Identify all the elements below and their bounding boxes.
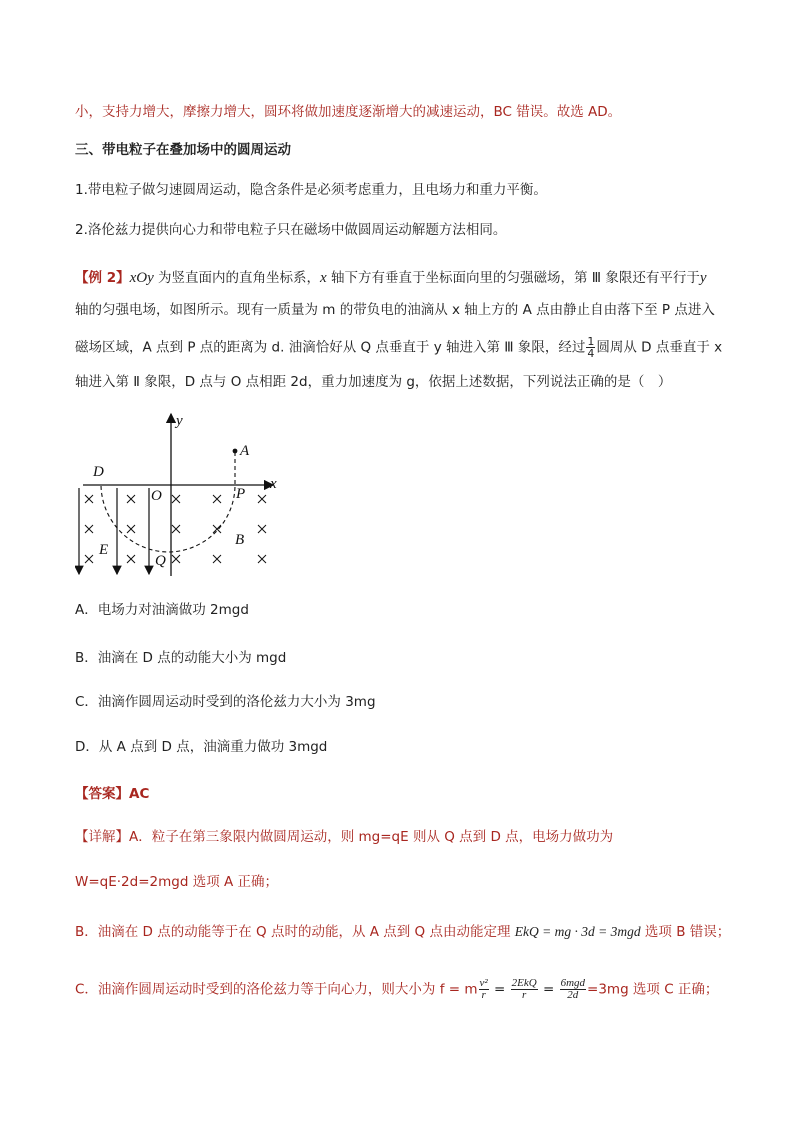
example-line-2: 轴的匀强电场，如图所示。现有一质量为 m 的带负电的油滴从 x 轴上方的 A 点由静止自由落下至 P 点进入 [75, 302, 715, 318]
option-d: D．从 A 点到 D 点，油滴重力做功 3mgd [75, 739, 328, 755]
label-o: O [151, 488, 162, 504]
point-1: 1.带电粒子做匀速圆周运动，隐含条件是必须考虑重力，且电场力和重力平衡。 [75, 182, 547, 198]
example-label: 【例 2】 [75, 270, 130, 286]
label-e: E [99, 542, 109, 558]
answer-line: 【答案】AC [75, 786, 150, 802]
point-a-dot [233, 449, 238, 454]
quarter-fraction: $\frac{1}{4}$ [587, 335, 595, 360]
label-y: y [176, 413, 183, 429]
example-line-1: 【例 2】xOy 为竖直面内的直角坐标系，x 轴下方有垂直于坐标面向里的匀强磁场，第 Ⅲ 象限还有平行于y [75, 270, 707, 286]
kinetic-energy-formula: EkQ = mg · 3d = 3mgd [514, 924, 641, 939]
detail-line-4: C．油滴作圆周运动时受到的洛伦兹力等于向心力，则大小为 f = m $\frac{\text{v²}}{r}$ = $\frac{\text{2EkQ}}{r}$ = $\frac{\text{6mgd}}{2d}$ =3mg 选项 C 正确； [75, 977, 719, 1001]
point-2: 2.洛伦兹力提供向心力和带电粒子只在磁场中做圆周运动解题方法相同。 [75, 222, 507, 238]
trajectory-dashed [101, 452, 235, 552]
label-a: A [240, 443, 250, 459]
section-heading: 三、带电粒子在叠加场中的圆周运动 [75, 142, 291, 158]
example-line-4: 轴进入第 Ⅱ 象限，D 点与 O 点相距 2d，重力加速度为 g，依据上述数据，下列说法正确的是（ ） [75, 374, 672, 390]
detail-line-2: W=qE·2d=2mgd 选项 A 正确； [75, 874, 279, 890]
label-q: Q [155, 553, 166, 569]
option-c: C．油滴作圆周运动时受到的洛伦兹力大小为 3mg [75, 694, 376, 710]
field-diagram [75, 408, 295, 580]
b-field-crosses [85, 495, 266, 563]
previous-conclusion-line: 小，支持力增大，摩擦力增大，圆环将做加速度逐渐增大的减速运动，BC 错误。故选 AD。 [75, 104, 622, 120]
label-b: B [235, 532, 245, 548]
option-a: A．电场力对油滴做功 2mgd [75, 602, 249, 618]
fraction-6mgd-2d: $\frac{\text{6mgd}}{2d}$ [560, 977, 586, 1001]
detail-line-1: 【详解】A．粒子在第三象限内做圆周运动，则 mg=qE 则从 Q 点到 D 点，电场力做功为 [75, 829, 614, 845]
label-p: P [236, 486, 246, 502]
label-d: D [93, 464, 104, 480]
label-x: x [270, 476, 277, 492]
option-b: B．油滴在 D 点的动能大小为 mgd [75, 650, 287, 666]
example-line-3: 磁场区域，A 点到 P 点的距离为 d. 油滴恰好从 Q 点垂直于 y 轴进入第 Ⅲ 象限，经过 $\frac{1}{4}$ 圆周从 D 点垂直于 x [75, 335, 723, 360]
fraction-2ekq-r: $\frac{\text{2EkQ}}{r}$ [511, 977, 537, 1001]
detail-line-3: B．油滴在 D 点的动能等于在 Q 点时的动能，从 A 点到 Q 点由动能定理 EkQ = mg · 3d = 3mgd 选项 B 错误； [75, 924, 731, 940]
fraction-v2-r: $\frac{\text{v²}}{r}$ [479, 977, 488, 1001]
